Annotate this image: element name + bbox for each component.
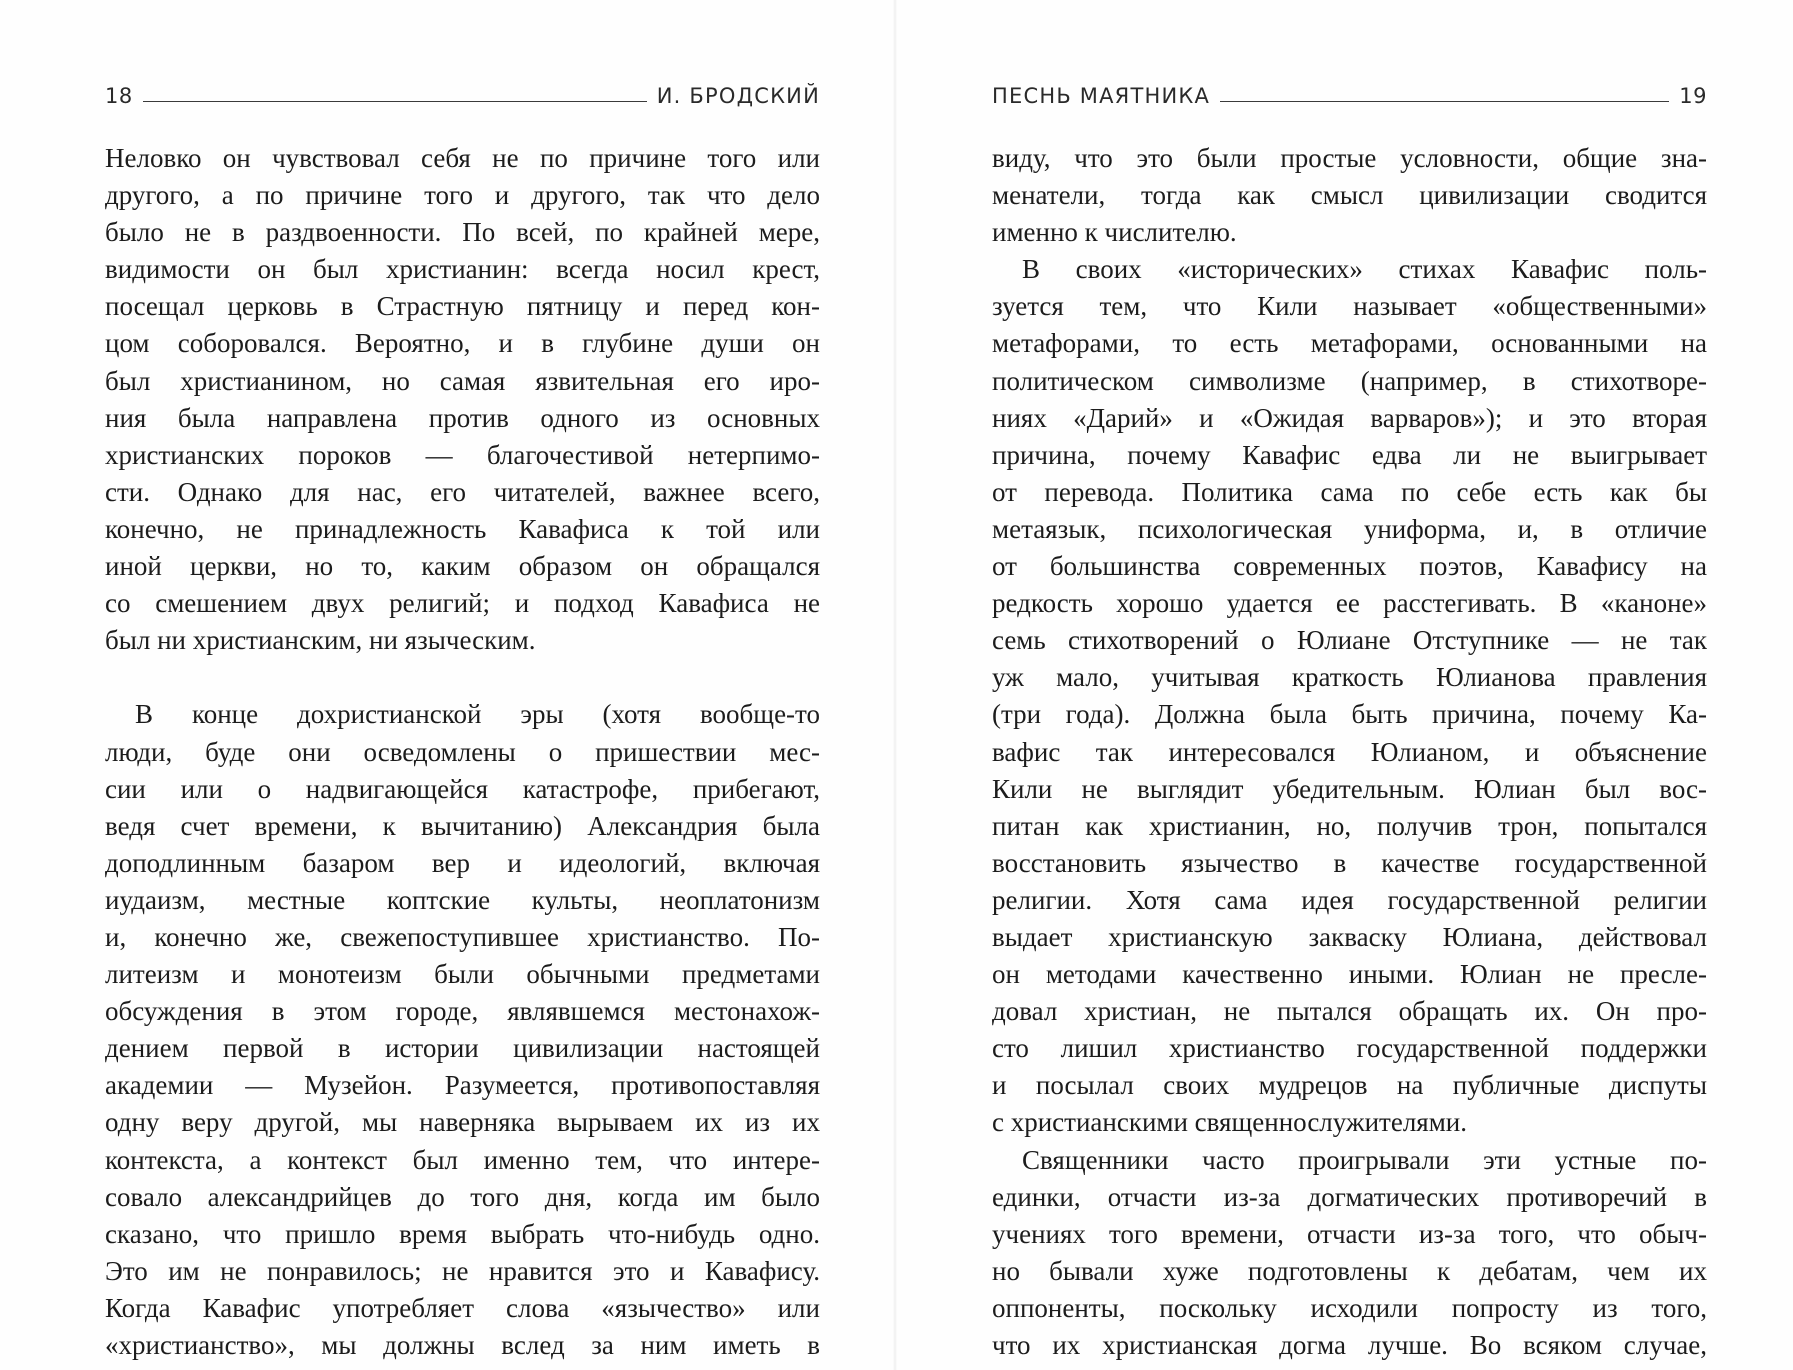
text-line: другого, а по причине того и другого, так что дело <box>105 180 820 211</box>
text-line: был христианином, но самая язвительная его иро- <box>105 365 820 396</box>
text-line: академии — Музейон. Разумеется, противопоставляя <box>105 1070 820 1101</box>
text-line: В своих «исторических» стихах Кавафис поль- <box>1022 254 1707 285</box>
text-line: семь стихотворений о Юлиане Отступнике — не так <box>992 625 1707 656</box>
left-page-number: 18 <box>105 84 133 108</box>
right-running-head <box>992 72 1707 108</box>
text-line: выдает христианскую закваску Юлиана, действовал <box>992 921 1707 952</box>
text-line: дением первой в истории цивилизации настоящей <box>105 1033 820 1064</box>
text-line: (три года). Должна была быть причина, почему Ка- <box>992 699 1707 730</box>
text-line: Это им не понравилось; не нравится это и Кавафису. <box>105 1255 820 1286</box>
text-line: иудаизм, местные коптские культы, неоплатонизм <box>105 884 820 915</box>
text-line: от перевода. Политика сама по себе есть как бы <box>992 476 1707 507</box>
text-line: контекста, а контекст был именно тем, что интере- <box>105 1144 820 1175</box>
text-line: обсуждения в этом городе, являвшемся местонахож- <box>105 996 820 1027</box>
paragraph-break <box>105 659 820 696</box>
text-line: зуется тем, что Кили называет «общественными» <box>992 291 1707 322</box>
text-line: доподлинным базаром вер и идеологий, включая <box>105 847 820 878</box>
right-running-title: ПЕСНЬ МАЯТНИКА <box>992 84 1211 108</box>
text-line: «христианство», мы должны вслед за ним иметь в <box>105 1330 820 1360</box>
text-line: менатели, тогда как смысл цивилизации сводится <box>992 180 1707 211</box>
text-line: Кили не выглядит убедительным. Юлиан был вос- <box>992 773 1707 804</box>
text-line: Неловко он чувствовал себя не по причине того или <box>105 143 820 173</box>
text-line: сказано, что пришло время выбрать что-нибудь одно. <box>105 1218 820 1249</box>
text-line: Священники часто проигрывали эти устные по- <box>1022 1144 1707 1175</box>
text-line: уж мало, учитывая краткость Юлианова правления <box>992 662 1707 693</box>
text-line: конечно, не принадлежность Кавафиса к той или <box>105 513 820 544</box>
text-line: единки, отчасти из-за догматических противоречий в <box>992 1181 1707 1212</box>
text-line: сто лишил христианство государственной поддержки <box>992 1033 1707 1064</box>
text-line: сии или о надвигающейся катастрофе, прибегают, <box>105 773 820 804</box>
left-body-text <box>105 140 820 1364</box>
left-header-rule <box>143 101 647 102</box>
text-line: он методами качественно иными. Юлиан не пресле- <box>992 959 1707 990</box>
text-line: со смешением двух религий; и подход Кавафиса не <box>105 588 820 619</box>
text-line: что их христианская догма лучше. Во всяком случае, <box>992 1330 1707 1360</box>
text-line: политическом символизме (например, в стихотворе- <box>992 365 1707 396</box>
text-line: восстановить язычество в качестве государственной <box>992 847 1707 878</box>
text-line: от большинства современных поэтов, Кавафису на <box>992 551 1707 582</box>
text-line: довал христиан, не пытался обращать их. Он про- <box>992 996 1707 1027</box>
left-running-title: И. БРОДСКИЙ <box>656 84 820 108</box>
text-line: видимости он был христианин: всегда носил крест, <box>105 254 820 285</box>
text-line: оппоненты, поскольку исходили попросту из того, <box>992 1292 1707 1323</box>
right-body-text <box>992 140 1707 1364</box>
text-line: метаязык, психологическая униформа, и, в отличие <box>992 513 1707 544</box>
left-page <box>105 0 820 1370</box>
text-line: и посылал своих мудрецов на публичные диспуты <box>992 1070 1707 1101</box>
text-line: ведя счет времени, к вычитанию) Александрия была <box>105 810 820 841</box>
text-line: учениях того времени, отчасти из-за того, что обыч- <box>992 1218 1707 1249</box>
text-line: Когда Кавафис употребляет слова «язычество» или <box>105 1292 820 1323</box>
text-line: ния была направлена против одного из основных <box>105 402 820 433</box>
right-header-rule <box>1220 101 1669 102</box>
text-line: причина, почему Кавафис едва ли не выигрывает <box>992 439 1707 470</box>
text-line: питан как христианин, но, получив трон, попытался <box>992 810 1707 841</box>
text-line: вафис так интересовался Юлианом, и объяснение <box>992 736 1707 767</box>
book-gutter <box>893 0 897 1370</box>
text-line: одну веру другой, мы наверняка вырываем их из их <box>105 1107 820 1138</box>
left-running-head <box>105 72 820 108</box>
text-line: сти. Однако для нас, его читателей, важнее всего, <box>105 476 820 507</box>
text-line: люди, буде они осведомлены о пришествии мес- <box>105 736 820 767</box>
text-line: посещал церковь в Страстную пятницу и перед кон- <box>105 291 820 322</box>
text-line: совало александрийцев до того дня, когда им было <box>105 1181 820 1212</box>
text-line: но бывали хуже подготовлены к дебатам, чем их <box>992 1255 1707 1286</box>
text-line: редкость хорошо удается ее расстегивать. В «каноне» <box>992 588 1707 619</box>
right-page-number: 19 <box>1679 84 1707 108</box>
right-page <box>992 0 1707 1370</box>
text-line: иной церкви, но то, каким образом он обращался <box>105 551 820 582</box>
text-line: именно к числителю. <box>992 217 1237 248</box>
text-line: виду, что это были простые условности, общие зна- <box>992 143 1707 173</box>
text-line: ниях «Дарий» и «Ожидая варваров»); и это вторая <box>992 402 1707 433</box>
text-line: было не в раздвоенности. По всей, по крайней мере, <box>105 217 820 248</box>
text-line: В конце дохристианской эры (хотя вообще-то <box>135 699 820 730</box>
text-line: христианских пороков — благочестивой нетерпимо- <box>105 439 820 470</box>
text-line: цом соборовался. Вероятно, и в глубине души он <box>105 328 820 359</box>
text-line: и, конечно же, свежепоступившее христианство. По- <box>105 921 820 952</box>
text-line: был ни христианским, ни языческим. <box>105 625 536 656</box>
text-line: метафорами, то есть метафорами, основанными на <box>992 328 1707 359</box>
text-line: литеизм и монотеизм были обычными предметами <box>105 959 820 990</box>
text-line: с христианскими священнослужителями. <box>992 1107 1467 1138</box>
text-line: религии. Хотя сама идея государственной религии <box>992 884 1707 915</box>
